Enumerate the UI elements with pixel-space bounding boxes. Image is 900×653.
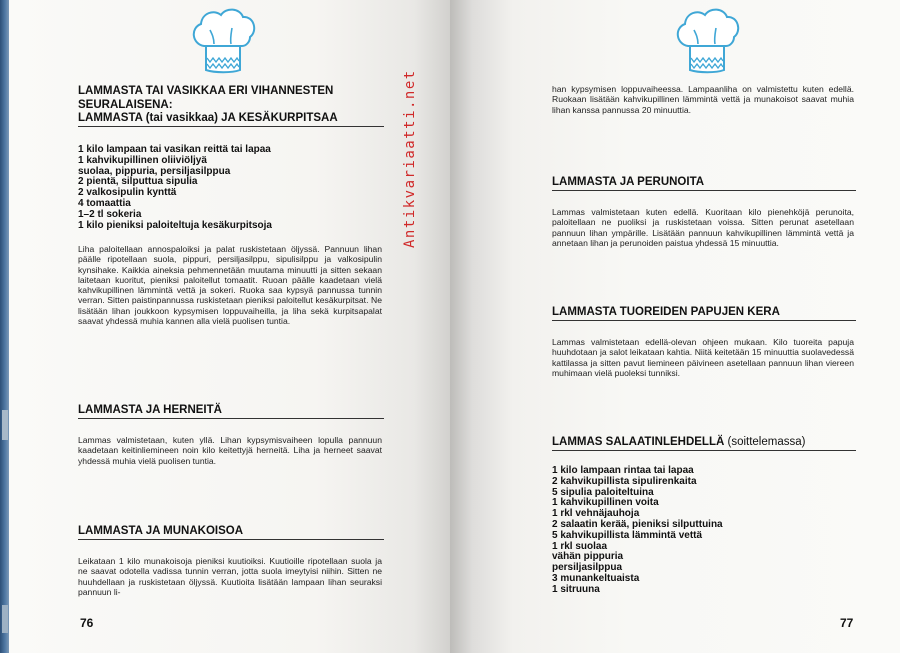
ingredient-item: vähän pippuria [552,551,624,563]
recipe6-title-main: LAMMAS SALAATINLEHDELLÄ [552,436,725,448]
ingredient-item: 1 kahvikupillinen voita [552,497,659,509]
recipe3-instructions: Leikataan 1 kilo munakoisoja pieniksi kuutioiksi. Kuutioille ripotellaan suola ja ne saavat odotella vadissa tunnin verran, jotta suola imeytyisi niihin. Sitten ne huuhdellaan ja ruskistetaan öljyssä. Kuutioita lisätään lampaan lihan seuraksi pannuun li- [78,556,382,597]
recipe1-title-line2: SEURALAISENA: [78,99,173,111]
recipe4-instructions: Lammas valmistetaan kuten edellä. Kuoritaan kilo pienehköjä perunoita, paloitellaan ne puoliksi ja ruskistetaan voissa. Sitten perunat asetellaan pannuun lihan ympärille. Lisätään pannuun kahvikupillinen lämmintä vettä ja annetaan lihan ja perunoiden paistua yhdessä 15 minuuttia. [552,207,854,248]
recipe1-title-line1: LAMMASTA TAI VASIKKAA ERI VIHANNESTEN [78,85,334,97]
ingredient-item: 1 kilo lampaan rintaa tai lapaa [552,465,694,476]
recipe2-instructions: Lammas valmistetaan, kuten yllä. Lihan kypsymisvaiheen lopulla pannuun kaadetaan keitinliemineen noin kilo keitettyjä herneitä. Liha ja herneet saavat yhdessä muhia vielä puolisen tuntia. [78,435,382,466]
ingredient-item: 2 valkosipulin kynttä [78,187,177,199]
ingredient-item: 5 sipulia paloiteltuina [552,486,654,498]
recipe3-continuation: han kypsymisen loppuvaiheessa. Lampaanliha on valmistettu kuten edellä. Ruokaan lisätään kahvikupillinen lämmintä vettä ja munakoisot saavat muhia lihan kanssa pannussa 20 minuuttia. [552,84,854,115]
recipe6-title-sub: (soittelemassa) [727,436,806,448]
ingredient-item: 1–2 tl sokeria [78,208,142,220]
ingredient-item: 5 kahvikupillista lämmintä vettä [552,529,703,541]
book-cover-edge [0,0,9,653]
recipe2-underline [78,418,384,419]
ingredient-item: persiljasilppua [552,562,623,574]
recipe5-instructions: Lammas valmistetaan edellä-olevan ohjeen mukaan. Kilo tuoreita papuja huuhdotaan ja salot leikataan kahtia. Niitä keitetään 15 minuuttia suolavedessä kattilassa ja sitten pavut liemineen päivineen asetellaan pannuun lihan viereen muhimaan vielä puoleksi tunniksi. [552,337,854,378]
recipe5-underline [552,320,856,321]
ingredient-item: 4 tomaattia [78,197,131,209]
recipe2-title: LAMMASTA JA HERNEITÄ [78,404,222,416]
recipe3-title: LAMMASTA JA MUNAKOISOA [78,525,244,537]
ingredient-item: 3 munankeltuaista [552,572,640,584]
chef-hat-icon [672,6,742,78]
recipe3-underline [78,539,384,540]
recipe5-title: LAMMASTA TUOREIDEN PAPUJEN KERA [552,306,780,318]
recipe4-title: LAMMASTA JA PERUNOITA [552,176,705,188]
title-underline [78,126,384,127]
recipe1-instructions: Liha paloitellaan annospaloiksi ja palat ruskistetaan öljyssä. Pannuun lihan päälle ripotellaan suola, pippuri, persiljasilppu, sipulisilppu ja valkosipulin kynsihake. Kaikkia aineksia pehmennetään muutama minuutti ja sitten sekaan laitetaan kuoritut, pieniksi paloitellut tomaatit. Ruoan päälle kaadetaan vielä kahvikupillinen lämmintä vettä ja sokeri. Ruoka saa kypsyä pannussa tunnin verran. Sitten paistinpannussa ruskistetaan pieniksi paloitellut kesäkurpitsat. Ne lisätään lihan joukkoon kypsymisen loppuvaiheilla, ja liha sekä kurpitsapalat saavat yhdessä muhia kannen alla vielä puolisen tuntia. [78,244,382,327]
page-number-right: 77 [840,616,854,630]
ingredient-item: 1 rkl vehnäjauhoja [552,508,640,520]
ingredient-item: 1 kahvikupillinen oliiviöljyä [78,154,207,166]
ingredient-item: 1 kilo pieniksi paloiteltuja kesäkurpitsoja [78,219,272,231]
ingredient-item: 1 sitruuna [552,583,600,595]
recipe1-ingredients [78,145,272,231]
recipe4-underline [552,190,856,191]
recipe1-title-line3: LAMMASTA (tai vasikkaa) JA KESÄKURPITSAA [78,112,338,124]
ingredient-item: 1 kilo lampaan tai vasikan reittä tai lapaa [78,144,271,155]
right-page [450,0,900,653]
watermark: Antikvariaatti.net [402,69,418,248]
ingredient-item: 2 pientä, silputtua sipulia [78,176,198,188]
ingredient-item: suolaa, pippuria, persiljasilppua [78,165,231,177]
recipe6-underline [552,450,856,451]
chef-hat-icon [188,6,258,78]
recipe6-ingredients [552,466,723,596]
page-number-left: 76 [80,616,94,630]
recipe6-title [552,435,805,449]
ingredient-item: 2 kahvikupillista sipulirenkaita [552,475,697,487]
ingredient-item: 2 salaatin kerää, pieniksi silputtuina [552,518,723,530]
ingredient-item: 1 rkl suolaa [552,540,608,552]
